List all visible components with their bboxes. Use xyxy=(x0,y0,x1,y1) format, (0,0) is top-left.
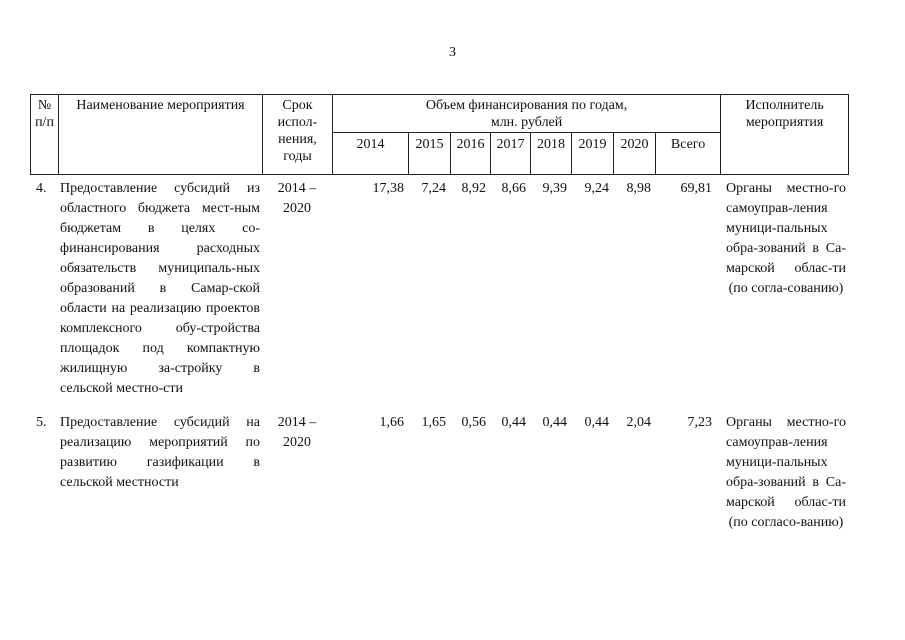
row-total: 7,23 xyxy=(687,415,712,430)
row-value-2016: 8,92 xyxy=(461,181,486,196)
row-name: Предоставление субсидий из областного бюджета мест-ным бюджетам в целях со-финансирования расходных обязательств муниципаль-ных образований в Самар-ской области на реализацию проектов комплексного обу-стройства площадок под компактную жилищную за-стройку в сельской местно-сти xyxy=(60,181,260,396)
row-value-2016: 0,56 xyxy=(461,415,486,430)
row-value-2020: 8,98 xyxy=(626,181,651,196)
header-year-2020: 2020 xyxy=(614,133,656,175)
header-year-2017: 2017 xyxy=(491,133,531,175)
row-value-2020: 2,04 xyxy=(626,415,651,430)
page-number: 3 xyxy=(449,45,456,60)
row-value-2019: 9,24 xyxy=(584,181,609,196)
row-executor: Органы местно-го самоуправ-ления муници-пальных обра-зований в Са-марской облас-ти (по согла-сованию) xyxy=(726,181,846,296)
header-year-2015: 2015 xyxy=(409,133,451,175)
row-value-2014: 17,38 xyxy=(372,181,404,196)
row-value-2018: 9,39 xyxy=(542,181,567,196)
row-value-2015: 1,65 xyxy=(421,415,446,430)
row-value-2015: 7,24 xyxy=(421,181,446,196)
row-executor: Органы местно-го самоуправ-ления муници-пальных обра-зований в Са-марской облас-ти (по согласо-ванию) xyxy=(726,415,846,530)
header-year-2016: 2016 xyxy=(451,133,491,175)
row-value-2017: 0,44 xyxy=(501,415,526,430)
row-value-2018: 0,44 xyxy=(542,415,567,430)
row-total: 69,81 xyxy=(680,181,712,196)
row-value-2017: 8,66 xyxy=(501,181,526,196)
row-value-2019: 0,44 xyxy=(584,415,609,430)
header-term: Срок испол-нения, годы xyxy=(263,95,333,175)
header-year-2019: 2019 xyxy=(572,133,614,175)
table-row xyxy=(30,179,848,399)
header-funding: Объем финансирования по годам, млн. рублей xyxy=(333,95,721,133)
row-term: 2014 – 2020 xyxy=(277,181,317,216)
header-executor: Исполнитель мероприятия xyxy=(721,95,849,175)
row-term: 2014 – 2020 xyxy=(277,415,317,450)
row-num: 5. xyxy=(36,415,47,430)
table-body xyxy=(30,179,848,533)
header-name: Наименование мероприятия xyxy=(59,95,263,175)
row-name: Предоставление субсидий на реализацию мероприятий по развитию газификации в сельской местности xyxy=(60,415,260,490)
header-total: Всего xyxy=(656,133,721,175)
header-year-2014: 2014 xyxy=(333,133,409,175)
row-num: 4. xyxy=(36,181,47,196)
row-value-2014: 1,66 xyxy=(379,415,404,430)
header-year-2018: 2018 xyxy=(531,133,572,175)
header-num: № п/п xyxy=(31,95,59,175)
table-row xyxy=(30,413,848,533)
table-header xyxy=(30,94,849,175)
